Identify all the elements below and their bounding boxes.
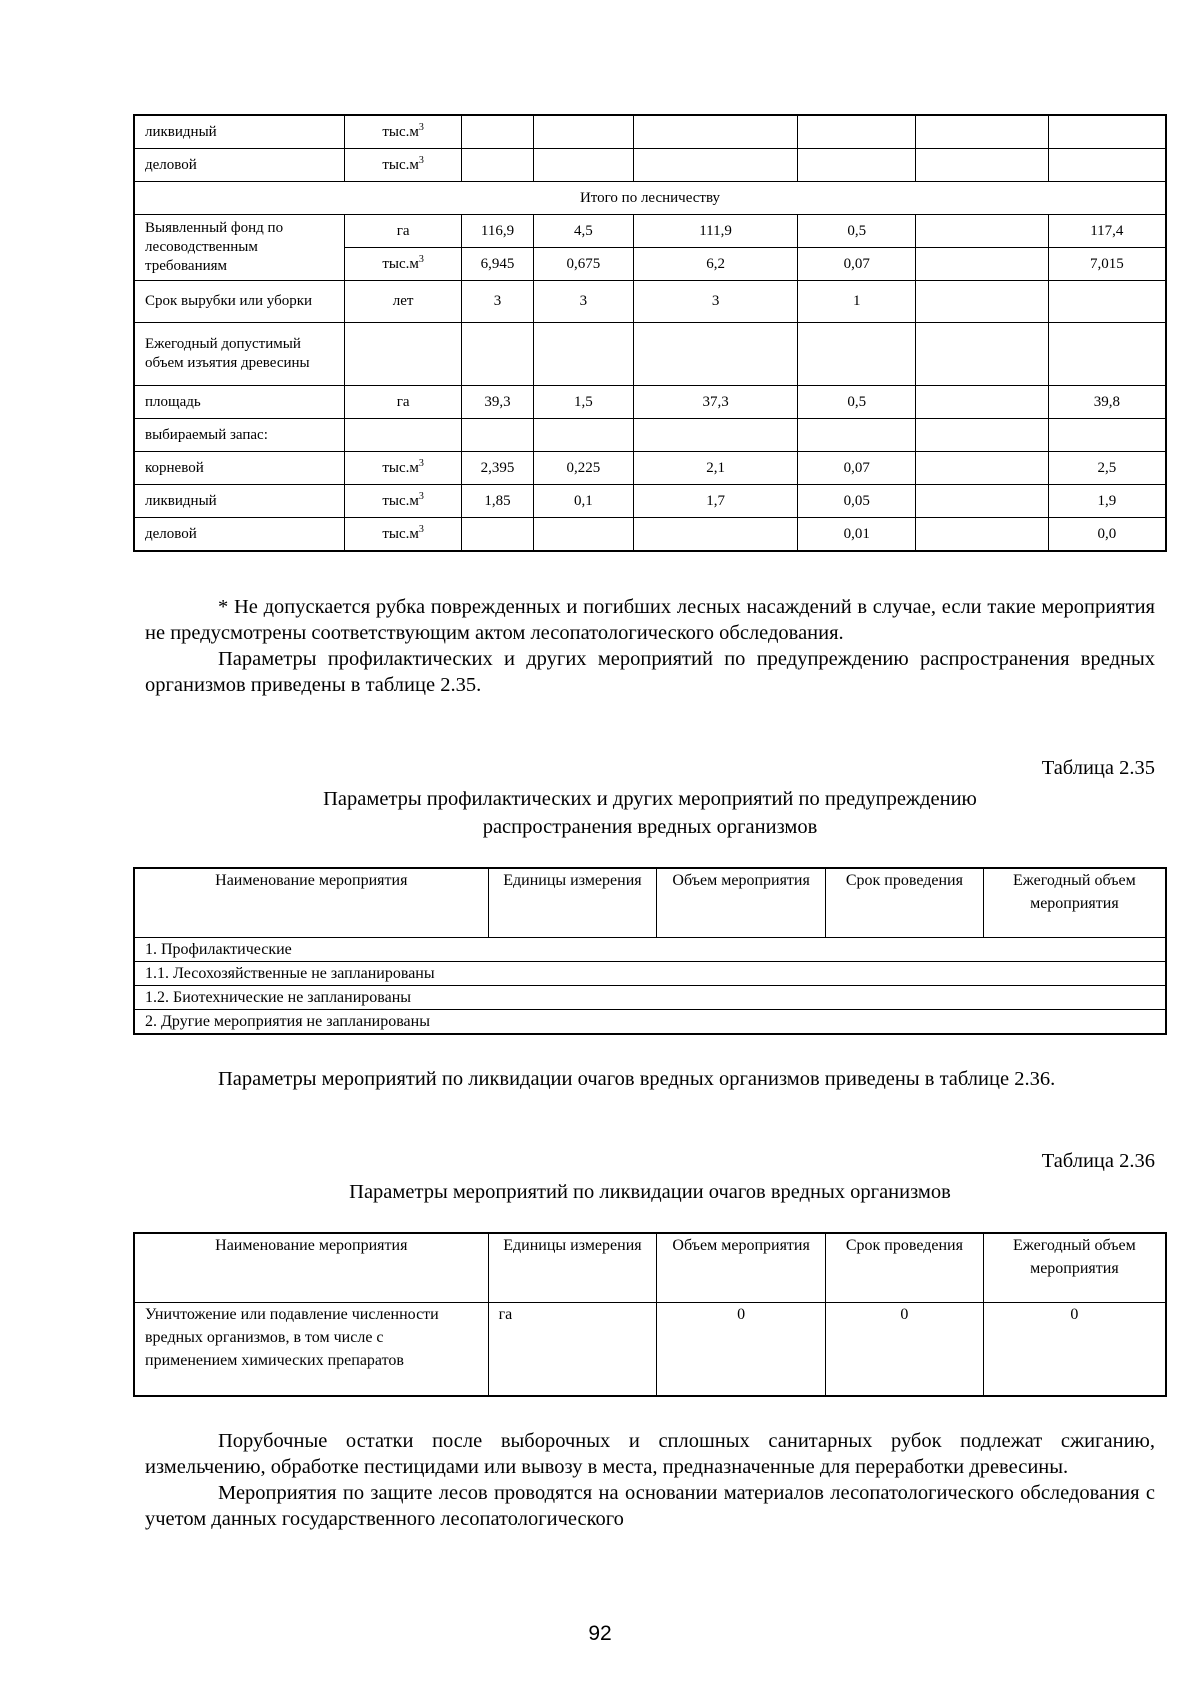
value-cell: 3	[462, 281, 534, 323]
value-cell	[633, 518, 798, 552]
value-cell: 0,5	[798, 215, 916, 248]
value-cell	[462, 149, 534, 182]
unit-cell	[345, 281, 462, 323]
intro-text-235: Параметры профилактических и других мероприятий по предупреждению распространения вредных организмов приведены в таблице 2.35.	[145, 648, 1155, 696]
value-cell: 0,0	[1048, 518, 1166, 552]
value-cell	[916, 281, 1049, 323]
intro-paragraph-236	[145, 1066, 1155, 1092]
value-cell	[533, 419, 633, 452]
value-cell: 0,07	[798, 248, 916, 281]
row-label: Ежегодный допустимый объем изъятия древесины	[134, 323, 345, 386]
unit-cell	[345, 452, 462, 485]
table-row	[134, 1303, 1166, 1397]
column-header: Единицы измерения	[488, 1233, 657, 1303]
value-cell	[916, 115, 1049, 149]
value-cell	[916, 323, 1049, 386]
value-cell: 39,8	[1048, 386, 1166, 419]
table-row	[134, 485, 1166, 518]
value-cell	[916, 248, 1049, 281]
value-cell	[633, 419, 798, 452]
unit-text: тыс.м	[382, 123, 419, 140]
value-cell	[916, 485, 1049, 518]
value-cell: 117,4	[1048, 215, 1166, 248]
table-number: Таблица 2.36	[1041, 1150, 1155, 1172]
row-text: 1.2. Биотехнические не запланированы	[134, 986, 1166, 1010]
value-cell	[633, 115, 798, 149]
column-header: Ежегодный объем мероприятия	[983, 1233, 1166, 1303]
value-cell	[798, 149, 916, 182]
unit-cell	[345, 149, 462, 182]
value-cell	[533, 518, 633, 552]
protection-text: Мероприятия по защите лесов проводятся на основании материалов лесопатологического обследования с учетом данных государственного лесопатологического	[145, 1482, 1155, 1530]
value-cell	[798, 419, 916, 452]
table-title	[145, 785, 1155, 841]
table-row	[134, 323, 1166, 386]
row-label: выбираемый запас:	[134, 419, 345, 452]
value-cell	[462, 518, 534, 552]
value-cell: 2,395	[462, 452, 534, 485]
value-cell: 3	[633, 281, 798, 323]
value-cell: 0,225	[533, 452, 633, 485]
measure-name: Уничтожение или подавление численности вредных организмов, в том числе с применением химических препаратов	[134, 1303, 488, 1397]
table-row	[134, 215, 1166, 248]
value-cell: 0	[826, 1303, 984, 1397]
value-cell: 116,9	[462, 215, 534, 248]
residue-text: Порубочные остатки после выборочных и сплошных санитарных рубок подлежат сжиганию, измельчению, обработке пестицидами или вывозу в места, предназначенные для переработки древесины.	[145, 1430, 1155, 1478]
value-cell	[916, 215, 1049, 248]
value-cell: 3	[533, 281, 633, 323]
value-cell: 6,2	[633, 248, 798, 281]
row-label: площадь	[134, 386, 345, 419]
table-row	[134, 1010, 1166, 1035]
unit-cell	[345, 115, 462, 149]
value-cell	[916, 419, 1049, 452]
table-title-line-2: распространения вредных организмов	[482, 816, 818, 838]
row-text: 1.1. Лесохозяйственные не запланированы	[134, 962, 1166, 986]
unit-exponent: 3	[418, 457, 424, 469]
unit-text: тыс.м	[382, 492, 419, 509]
row-label: деловой	[134, 149, 345, 182]
row-label: ликвидный	[134, 485, 345, 518]
value-cell: 0,1	[533, 485, 633, 518]
column-header: Объем мероприятия	[657, 868, 826, 938]
table-row	[134, 452, 1166, 485]
value-cell	[1048, 149, 1166, 182]
forest-fund-table	[133, 114, 1167, 552]
value-cell: 1,85	[462, 485, 534, 518]
table-row	[134, 938, 1166, 962]
table-row	[134, 386, 1166, 419]
table-row	[134, 986, 1166, 1010]
column-header: Наименование мероприятия	[134, 868, 488, 938]
value-cell	[533, 115, 633, 149]
unit-exponent: 3	[418, 490, 424, 502]
value-cell	[798, 323, 916, 386]
value-cell	[916, 149, 1049, 182]
page-number: 92	[588, 1622, 612, 1645]
value-cell: 0,5	[798, 386, 916, 419]
value-cell: 4,5	[533, 215, 633, 248]
value-cell: 1,7	[633, 485, 798, 518]
value-cell	[1048, 419, 1166, 452]
table-row	[134, 115, 1166, 149]
unit-text: тыс.м	[382, 459, 419, 476]
unit-text: лет	[392, 293, 414, 309]
value-cell	[798, 115, 916, 149]
unit-text: тыс.м	[382, 255, 419, 272]
value-cell: 111,9	[633, 215, 798, 248]
unit-exponent: 3	[418, 154, 424, 166]
row-label: корневой	[134, 452, 345, 485]
value-cell: 1	[798, 281, 916, 323]
value-cell: 0,01	[798, 518, 916, 552]
table-row	[134, 518, 1166, 552]
row-label: деловой	[134, 518, 345, 552]
value-cell: 37,3	[633, 386, 798, 419]
column-header: Единицы измерения	[488, 868, 657, 938]
column-header: Срок проведения	[826, 1233, 984, 1303]
note-paragraph	[145, 594, 1155, 698]
section-title: Итого по лесничеству	[134, 182, 1166, 215]
table-row	[134, 149, 1166, 182]
unit-exponent: 3	[418, 523, 424, 535]
row-label: Выявленный фонд по лесоводственным требованиям	[134, 215, 345, 281]
header-row	[134, 868, 1166, 938]
column-header: Наименование мероприятия	[134, 1233, 488, 1303]
row-label: ликвидный	[134, 115, 345, 149]
value-cell	[462, 419, 534, 452]
unit-cell: га	[488, 1303, 657, 1397]
table-row	[134, 281, 1166, 323]
unit-cell	[345, 248, 462, 281]
value-cell	[633, 149, 798, 182]
value-cell	[633, 323, 798, 386]
value-cell	[1048, 115, 1166, 149]
unit-cell	[345, 215, 462, 248]
value-cell: 0,675	[533, 248, 633, 281]
value-cell	[916, 452, 1049, 485]
value-cell	[916, 386, 1049, 419]
table-2-36	[133, 1232, 1167, 1397]
table-title: Параметры мероприятий по ликвидации очагов вредных организмов	[349, 1181, 951, 1203]
value-cell	[1048, 323, 1166, 386]
row-text: 2. Другие мероприятия не запланированы	[134, 1010, 1166, 1035]
unit-text: га	[396, 222, 410, 239]
row-text: 1. Профилактические	[134, 938, 1166, 962]
unit-cell	[345, 323, 462, 386]
header-row	[134, 1233, 1166, 1303]
unit-exponent: 3	[418, 253, 424, 265]
table-number: Таблица 2.35	[1041, 757, 1155, 779]
unit-text: тыс.м	[382, 156, 419, 173]
value-cell: 2,1	[633, 452, 798, 485]
table-row	[134, 962, 1166, 986]
value-cell: 0,07	[798, 452, 916, 485]
section-row	[134, 182, 1166, 215]
value-cell: 7,015	[1048, 248, 1166, 281]
value-cell: 1,9	[1048, 485, 1166, 518]
value-cell	[462, 115, 534, 149]
value-cell	[533, 149, 633, 182]
table-2-35	[133, 867, 1167, 1035]
footnote-text: * Не допускается рубка поврежденных и погибших лесных насаждений в случае, если такие мероприятия не предусмотрены соответствующим актом лесопатологического обследования.	[145, 596, 1155, 644]
value-cell	[1048, 281, 1166, 323]
unit-cell	[345, 386, 462, 419]
value-cell	[916, 518, 1049, 552]
value-cell: 1,5	[533, 386, 633, 419]
unit-cell	[345, 485, 462, 518]
intro-text-236: Параметры мероприятий по ликвидации очагов вредных организмов приведены в таблице 2.36.	[218, 1068, 1056, 1090]
column-header: Объем мероприятия	[657, 1233, 826, 1303]
value-cell	[533, 323, 633, 386]
value-cell: 39,3	[462, 386, 534, 419]
closing-paragraph	[145, 1428, 1155, 1532]
unit-cell	[345, 518, 462, 552]
unit-text: тыс.м	[382, 525, 419, 542]
value-cell: 2,5	[1048, 452, 1166, 485]
value-cell: 0	[983, 1303, 1166, 1397]
column-header: Срок проведения	[826, 868, 984, 938]
value-cell: 0,05	[798, 485, 916, 518]
table-row	[134, 419, 1166, 452]
unit-text: га	[396, 393, 410, 410]
row-label: Срок вырубки или уборки	[134, 281, 345, 323]
unit-cell	[345, 419, 462, 452]
column-header: Ежегодный объем мероприятия	[983, 868, 1166, 938]
unit-exponent: 3	[418, 121, 424, 133]
table-title-line-1: Параметры профилактических и других мероприятий по предупреждению	[323, 788, 977, 810]
value-cell: 6,945	[462, 248, 534, 281]
value-cell	[462, 323, 534, 386]
value-cell: 0	[657, 1303, 826, 1397]
